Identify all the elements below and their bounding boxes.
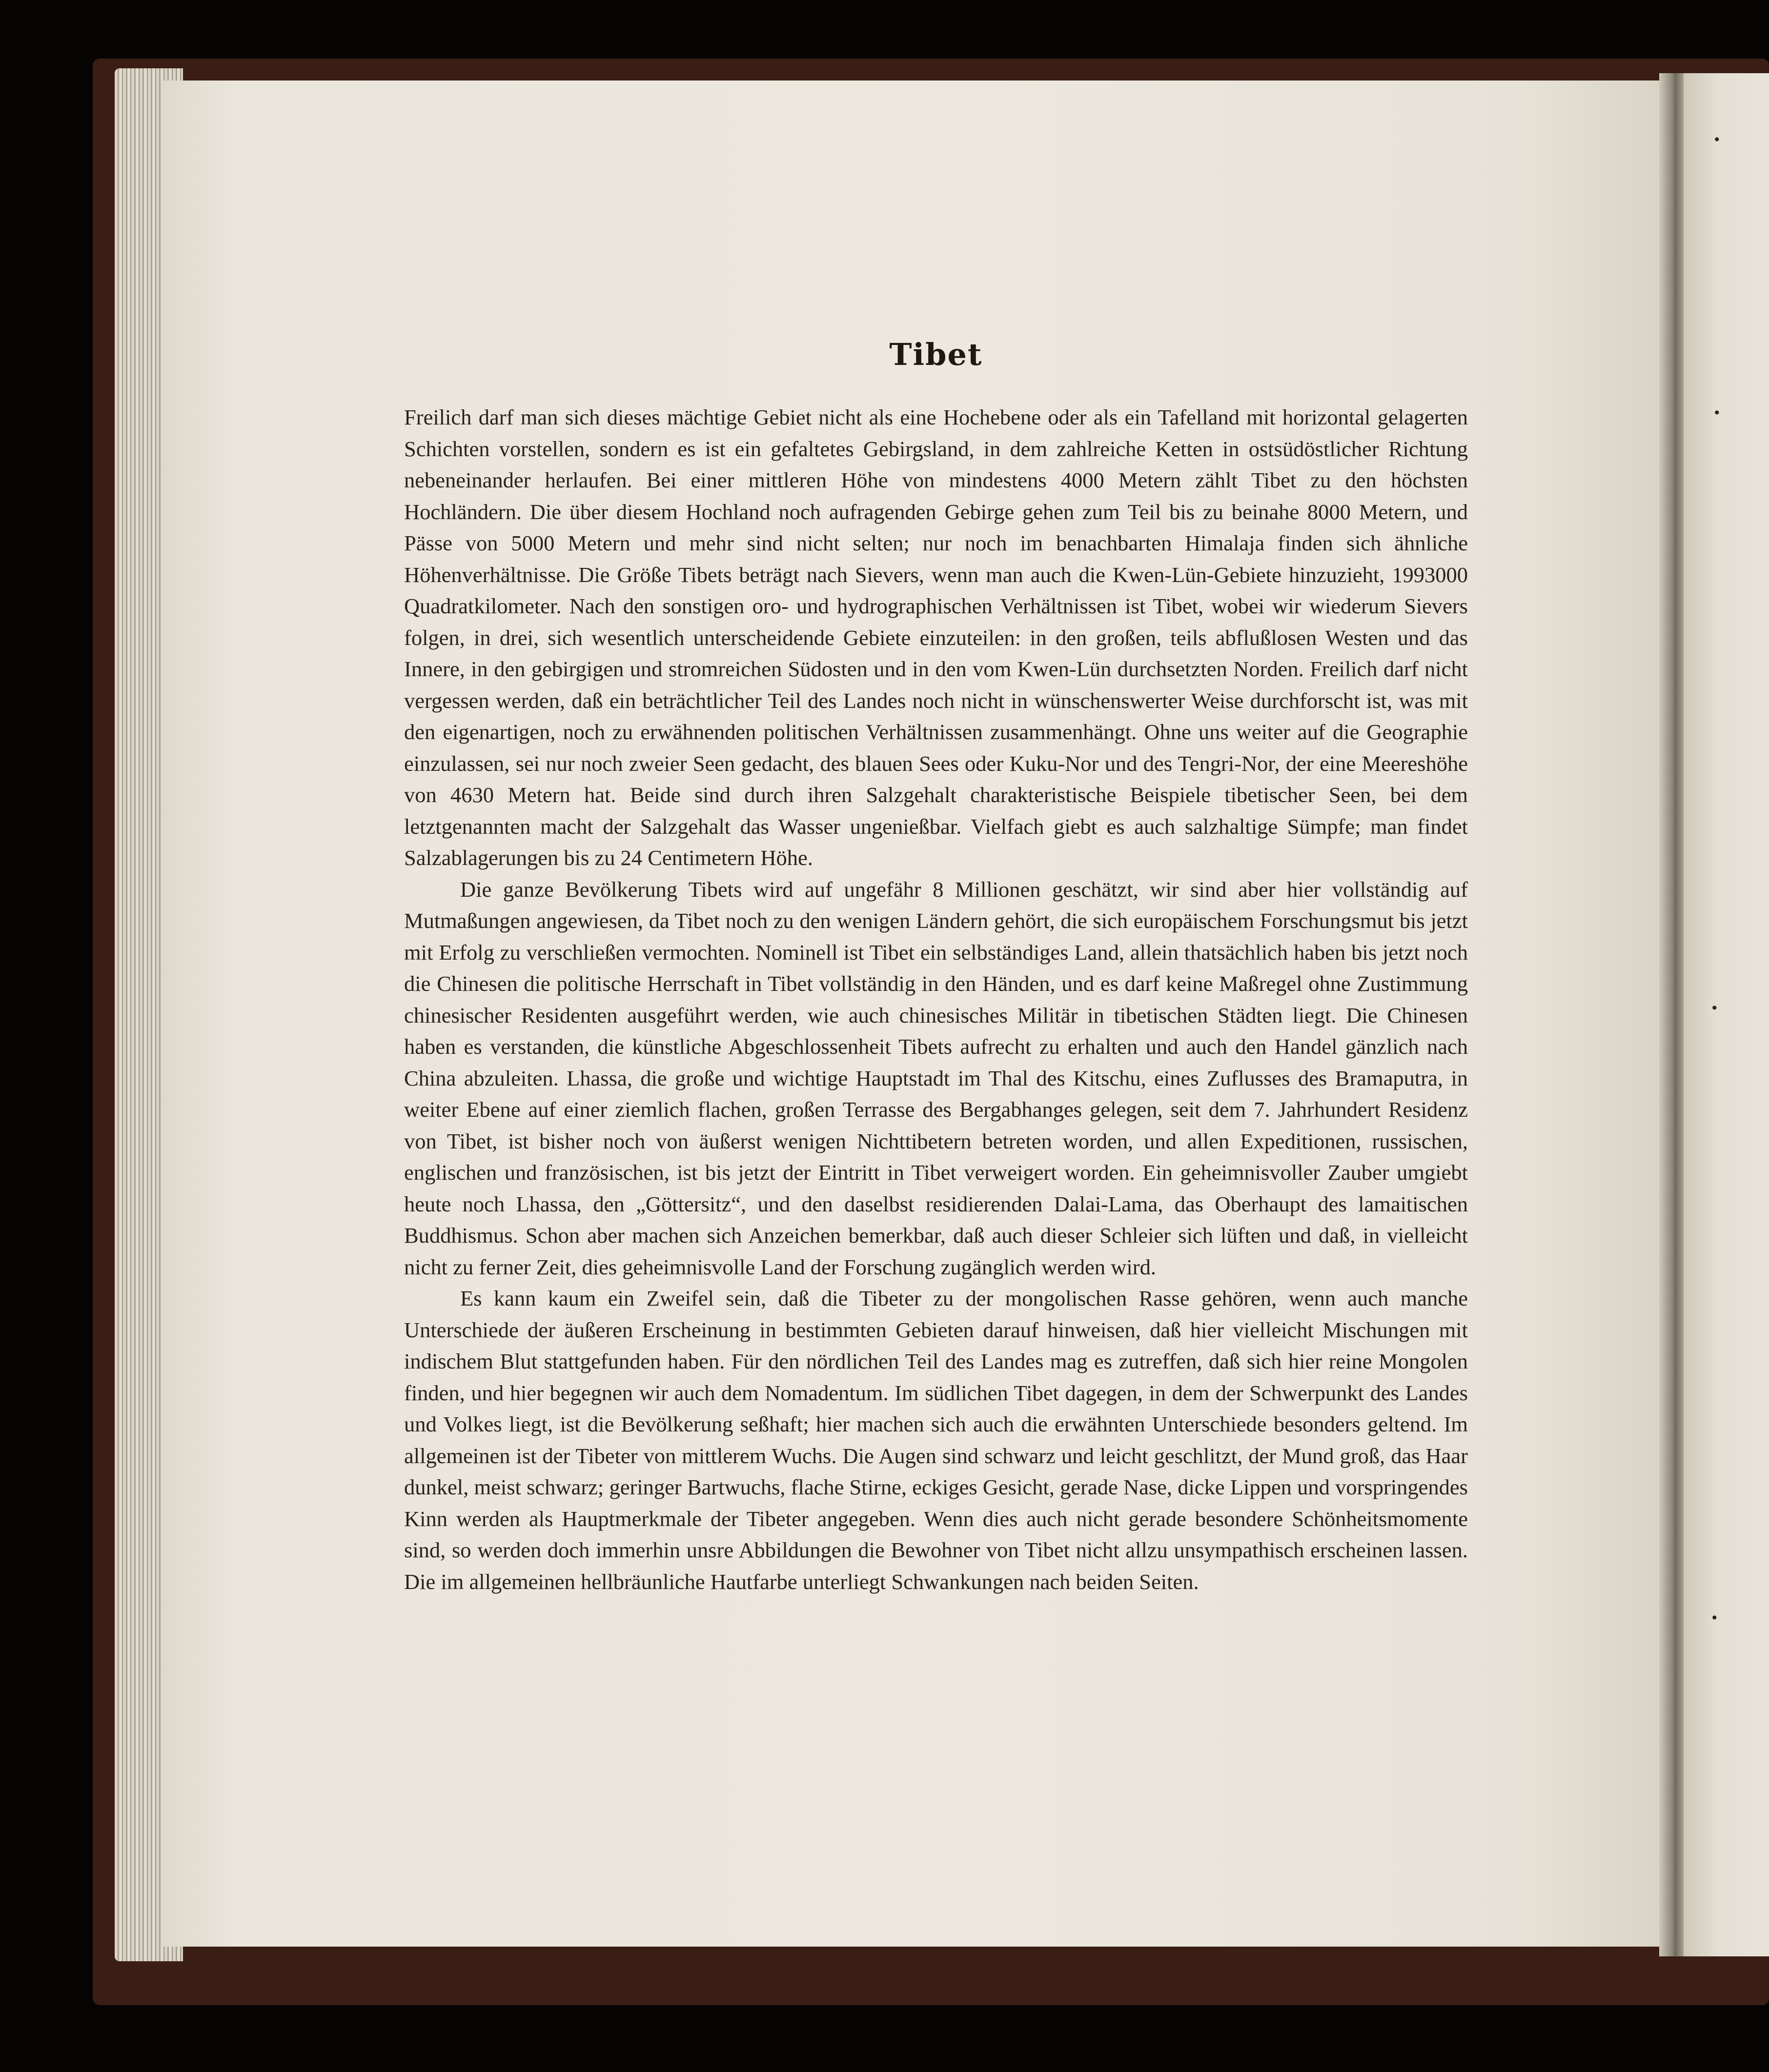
page-mark: • bbox=[1710, 1610, 1719, 1626]
page-mark: • bbox=[1710, 1000, 1719, 1016]
paragraph: Freilich darf man sich dieses mächtige Gebiet nicht als eine Hochebene oder als ein Tafelland mit horizontal gelagerten Schichten vorstellen, sondern es ist ein gefaltetes Gebirgsland, in dem zahlreiche Ketten in ostsüdöstlicher Richtung nebeneinander herlaufen. Bei einer mittleren Höhe von mindestens 4000 Metern zählt Tibet zu den höchsten Hochländern. Die über diesem Hochland noch aufragenden Gebirge gehen zum Teil bis zu beinahe 8000 Metern, und Pässe von 5000 Metern und mehr sind nicht selten; nur noch im benachbarten Himalaja finden sich ähnliche Höhenverhältnisse. Die Größe Tibets beträgt nach Sievers, wenn man auch die Kwen-Lün-Gebiete hinzuzieht, 1993000 Quadratkilometer. Nach den sonstigen oro- und hydrographischen Verhältnissen ist Tibet, wobei wir wiederum Sievers folgen, in drei, sich wesentlich unterscheidende Gebiete einzuteilen: in den großen, teils abflußlosen Westen und das Innere, in den gebirgigen und stromreichen Südosten und in den vom Kwen-Lün durchsetzten Norden. Freilich darf nicht vergessen werden, daß ein beträchtlicher Teil des Landes noch nicht in wünschenswerter Weise durchforscht ist, was mit den eigenartigen, noch zu erwähnenden politischen Verhältnissen zusammenhängt. Ohne uns weiter auf die Geographie einzulassen, sei nur noch zweier Seen gedacht, des blauen Sees oder Kuku-Nor und des Tengri-Nor, der eine Meereshöhe von 4630 Metern hat. Beide sind durch ihren Salzgehalt charakteristische Beispiele tibetischer Seen, bei dem letztgenannten macht der Salzgehalt das Wasser ungenießbar. Vielfach giebt es auch salzhaltige Sümpfe; man findet Salzablagerungen bis zu 24 Centimetern Höhe. bbox=[404, 405, 1468, 870]
paragraph: Es kann kaum ein Zweifel sein, daß die Tibeter zu der mongolischen Rasse gehören, wenn auch manche Unterschiede der äußeren Erscheinung in bestimmten Gebieten darauf hinweisen, daß hier vielleicht Mischungen mit indischem Blut stattgefunden haben. Für den nördlichen Teil des Landes mag es zutreffen, daß sich hier reine Mongolen finden, und hier begegnen wir auch dem Nomadentum. Im südlichen Tibet dagegen, in dem der Schwerpunkt des Landes und Volkes liegt, ist die Bevölkerung seßhaft; hier machen sich auch die erwähnten Unterschiede besonders geltend. Im allgemeinen ist der Tibeter von mittlerem Wuchs. Die Augen sind schwarz und leicht geschlitzt, der Mund groß, das Haar dunkel, meist schwarz; geringer Bartwuchs, flache Stirne, eckiges Gesicht, gerade Nase, dicke Lippen und vorspringendes Kinn werden als Hauptmerkmale der Tibeter angegeben. Wenn dies auch nicht gerade besondere Schönheitsmomente sind, so werden doch immerhin unsre Abbildungen die Bewohner von Tibet nicht allzu unsympathisch erscheinen lassen. Die im allgemeinen hellbräunliche Hautfarbe unterliegt Schwankungen nach beiden Seiten. bbox=[404, 1286, 1468, 1594]
page-mark: • bbox=[1713, 405, 1721, 421]
right-page bbox=[1684, 73, 1769, 1956]
paragraph: Die ganze Bevölkerung Tibets wird auf ungefähr 8 Millionen geschätzt, wir sind aber hier vollständig auf Mutmaßungen angewiesen, da Tibet noch zu den wenigen Ländern gehört, die sich europäischem Forschungsmut bis jetzt mit Erfolg zu verschließen vermochten. Nominell ist Tibet ein selbständiges Land, allein thatsächlich haben bis jetzt noch die Chinesen die politische Herrschaft in Tibet vollständig in den Händen, und es darf keine Maßregel ohne Zustimmung chinesischer Residenten ausgeführt werden, wie auch chinesisches Militär in tibetischen Städten liegt. Die Chinesen haben es verstanden, die künstliche Abgeschlossenheit Tibets aufrecht zu erhalten und auch den Handel gänzlich nach China abzuleiten. Lhassa, die große und wichtige Hauptstadt im Thal des Kitschu, eines Zuflusses des Bramaputra, in weiter Ebene auf einer ziemlich flachen, großen Terrasse des Bergabhanges gelegen, seit dem 7. Jahrhundert Residenz von Tibet, ist bisher noch von äußerst wenigen Nichttibetern betreten worden, und allen Expeditionen, russischen, englischen und französischen, ist bis jetzt der Eintritt in Tibet verweigert worden. Ein geheimnisvoller Zauber umgiebt heute noch Lhassa, den „Göttersitz“, und den daselbst residierenden Dalai-Lama, das Oberhaupt des lamaitischen Buddhismus. Schon aber machen sich Anzeichen bemerkbar, daß auch dieser Schleier sich lüften und daß, in vielleicht nicht zu ferner Zeit, dies geheimnisvolle Land der Forschung zugänglich werden wird. bbox=[404, 877, 1468, 1279]
text-block bbox=[404, 337, 1468, 1849]
page-mark: • bbox=[1713, 132, 1721, 148]
page-title: Tibet bbox=[889, 337, 983, 372]
